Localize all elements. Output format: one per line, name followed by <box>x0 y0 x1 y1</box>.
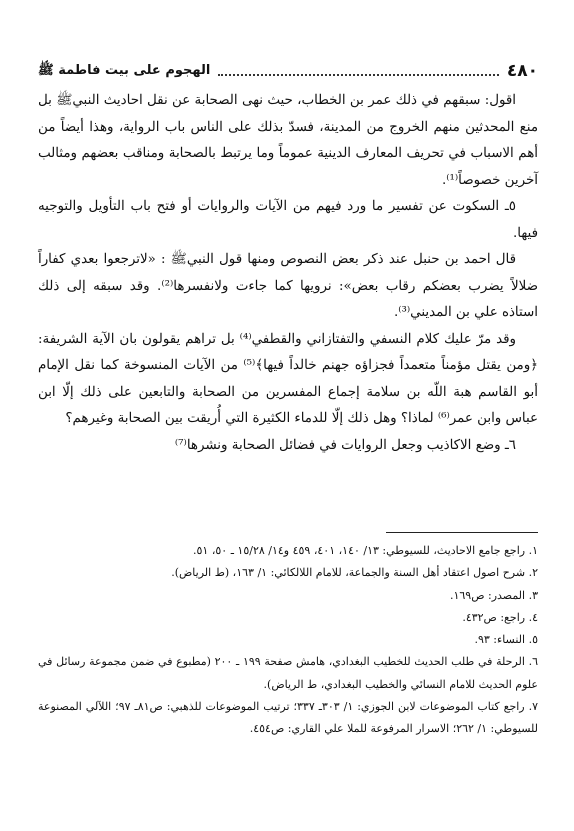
footnote-2: ٢. شرح اصول اعتقاد أهل السنة والجماعة، للامام اللالكائي: ١/ ١٦٣، (ط الرياض). <box>171 566 538 580</box>
paragraph-point-5: ٥ـ السكوت عن تفسير ما ورد فيهم من الآيات والروايات أو فتح باب التأويل والتوجيه فيها. <box>38 199 538 241</box>
footnote-6: ٦. الرحلة في طلب الحديث للخطيب البغدادي، هامش صفحة ١٩٩ ـ ٢٠٠ (مطبوع في ضمن مجموعة رسائل في علوم الحديث للامام النسائي والخطيب البغدادي، ط الرياض). <box>38 655 539 691</box>
book-page <box>38 40 538 810</box>
footnote-7: ٧. راجع كتاب الموضوعات لابن الجوزي: ١/ ٣٠٣ـ ٣٣٧؛ ترتيب الموضوعات للذهبي: ص٨١ـ ٩٧؛ اللآلي المصنوعة للسيوطي: ١/ ٢٦٢؛ الاسرار المرفوعة للملا علي القاري: ص٤٥٤. <box>38 700 538 736</box>
page-number: ٤٨٠ <box>506 61 538 81</box>
footnote-1: ١. راجع جامع الاحاديث، للسيوطي: ١٣/ ١٤٠، ٤٠١، ٤٥٩ و١٤/ ١٥/٢٨ ـ ٥٠، ٥١. <box>193 544 538 557</box>
footnotes <box>38 540 538 741</box>
footnote-3: ٣. المصدر: ص١٦٩. <box>449 588 538 602</box>
footnote-4: ٤. راجع: ص٤٣٢. <box>462 610 538 624</box>
paragraph-opinion: اقول: سبقهم في ذلك عمر بن الخطاب، حيث نهى الصحابة عن نقل احاديث النبيﷺ بل منع المحدثين منهم الخروج من المدينة، فسدّ بذلك على الناس باب الرواية، وهذا أيضاً من أهم الاسباب في تحريف المعارف الدينية عموماً وما يرتبط بالصحابة ومناقب بعضهم ومثالب آخرين خصوصاً⁽¹⁾. <box>38 93 538 188</box>
header-dotted-rule <box>218 74 499 76</box>
paragraph-abrogated-verse: وقد مرّ عليك كلام النسفي والتفتازاني والقطفي⁽⁴⁾ بل تراهم يقولون بان الآية الشريفة: ﴿ومن يقتل مؤمناً متعمداً فجزاؤه جهنم خالداً فيها﴾⁽⁵⁾ من الآيات المنسوخة كما نقل الإمام أبو القاسم هبة اللّه بن سلامة إجماع المفسرين من الصحابة والتابعين على ذلك إلّا ابن عباس وابن عمر⁽⁶⁾ لماذا؟ وهل ذلك إلّا للدماء الكثيرة التي أُريقت بين الصحابة وغيرهم؟ <box>38 331 539 426</box>
paragraph-ibn-hanbal: قال احمد بن حنبل عند ذكر بعض النصوص ومنها قول النبيﷺ : «لاترجعوا بعدي كفاراً ضلالاً يضرب بعضكم رقاب بعض»: نرويها كما جاءت ولانفسرها⁽²⁾. وقد سبقه إلى ذلك استاذه علي بن المديني⁽³⁾. <box>38 252 538 320</box>
footnote-5: ٥. النساء: ٩٣. <box>474 633 538 647</box>
page-header <box>38 56 538 82</box>
footnote-separator <box>386 532 538 533</box>
running-title: الهجوم على بيت فاطمة ﷺ <box>38 63 211 78</box>
main-text <box>38 88 538 459</box>
paragraph-point-6: ٦ـ وضع الاكاذيب وجعل الروايات في فضائل الصحابة ونشرها⁽⁷⁾ <box>174 437 516 453</box>
